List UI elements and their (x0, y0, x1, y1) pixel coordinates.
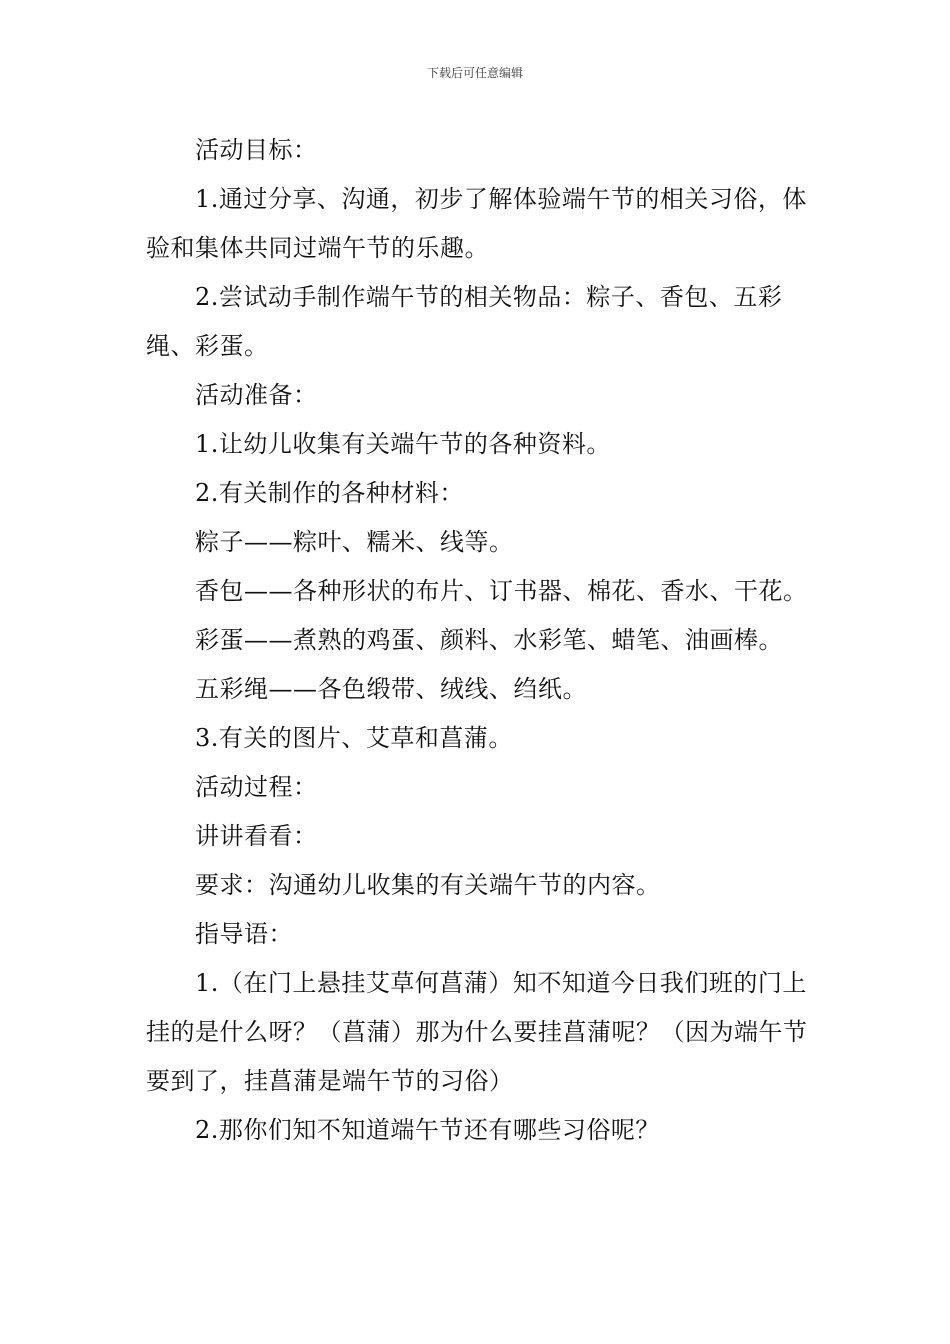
heading-activity-preparation: 活动准备： (195, 381, 318, 409)
paragraph-material-egg: 彩蛋——煮熟的鸡蛋、颜料、水彩笔、蜡笔、油画棒。 (195, 626, 783, 654)
paragraph-material-zongzi: 粽子——粽叶、糯米、线等。 (195, 528, 514, 556)
paragraph-guidance-1: 1.（在门上悬挂艾草何菖蒲）知不知道今日我们班的门上挂的是什么呀？（菖蒲）那为什么要挂菖蒲呢？（因为端午节要到了，挂菖蒲是端午节的习俗） (146, 969, 808, 1095)
paragraph-prep-1: 1.让幼儿收集有关端午节的各种资料。 (195, 430, 611, 458)
paragraph-material-rope: 五彩绳——各色缎带、绒线、绉纸。 (195, 675, 587, 703)
page-header: 下载后可任意编辑 (426, 66, 523, 80)
paragraph-requirement: 要求：沟通幼儿收集的有关端午节的内容。 (195, 871, 661, 899)
document-body (146, 126, 810, 1155)
heading-guidance: 指导语： (195, 920, 293, 948)
heading-activity-goals: 活动目标： (195, 136, 318, 164)
heading-activity-process: 活动过程： (195, 773, 318, 801)
paragraph-prep-3: 3.有关的图片、艾草和菖蒲。 (195, 724, 513, 752)
heading-talk-and-look: 讲讲看看： (195, 822, 318, 850)
paragraph-material-sachet: 香包——各种形状的布片、订书器、棉花、香水、干花。 (195, 577, 808, 605)
paragraph-goal-1: 1.通过分享、沟通，初步了解体验端午节的相关习俗，体验和集体共同过端午节的乐趣。 (146, 185, 807, 262)
paragraph-guidance-2: 2.那你们知不知道端午节还有哪些习俗呢？ (195, 1116, 660, 1144)
paragraph-goal-2: 2.尝试动手制作端午节的相关物品：粽子、香包、五彩绳、彩蛋。 (146, 283, 783, 360)
paragraph-prep-2: 2.有关制作的各种材料： (195, 479, 464, 507)
